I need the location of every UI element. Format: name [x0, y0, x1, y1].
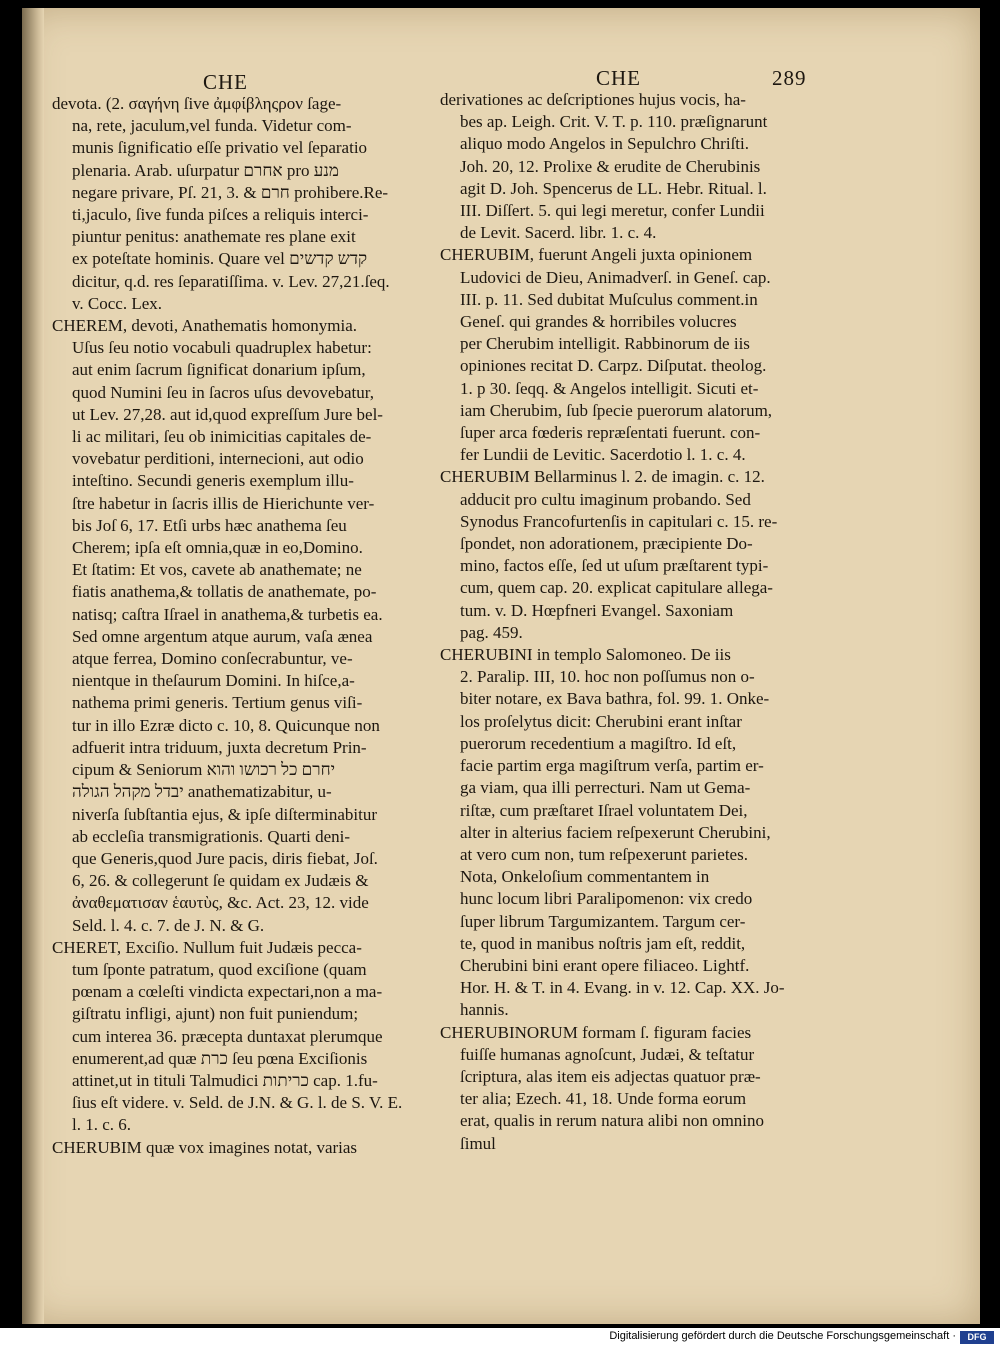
text-line: ter alia; Ezech. 41, 18. Unde forma eorum [460, 1089, 747, 1109]
text-line: CHERUBIM quæ vox imagines notat, varias [52, 1137, 358, 1157]
text-line: facie partim erga magiſtrum verſa, partim er- [460, 756, 764, 776]
text-line: biter notare, ex Bava bathra, fol. 99. 1. Onke- [460, 689, 770, 709]
text-line: devota. (2. σαγήνη ſive ἀμφίβληςρον ſage- [52, 94, 342, 113]
text-line: ſimul [460, 1133, 496, 1153]
text-line: aut enim ſacrum ſignificat donarium ipſum, [72, 360, 366, 380]
text-line: nathema primi generis. Tertium genus viſi- [72, 693, 363, 713]
text-line: adfuerit intra triduum, juxta decretum Prin- [72, 737, 367, 757]
text-line: יבדל מקהל הגולה anathematizabitur, u- [72, 782, 332, 802]
text-line: fer Lundii de Levitic. Sacerdotio l. 1. c. 4. [460, 445, 746, 465]
text-line: riſtæ, cum præſtaret Iſrael voluntatem Dei, [460, 800, 748, 820]
text-line: plenaria. Arab. uſurpatur אחרם pro מנע [72, 160, 339, 180]
text-line: Nota, Onkeloſium commentantem in [460, 867, 710, 887]
footer-bar [0, 1328, 1000, 1347]
text-line: pœnam a cœleſti vindicta expectari,non a ma- [72, 982, 383, 1002]
text-line: piuntur penitus: anathemate res plane exit [72, 227, 356, 247]
text-line: derivationes ac deſcriptiones hujus vocis, ha- [440, 90, 746, 109]
text-line: Cherubini bini erant opere filiaceo. Lightf. [460, 955, 750, 975]
text-line: ſius eſt videre. v. Seld. de J.N. & G. l. de S. V. E. [72, 1093, 403, 1113]
text-line: Cherem; ipſa eſt omnia,quæ in eo,Domino. [72, 538, 363, 558]
text-line: III. p. 11. Sed dubitat Muſculus comment.in [460, 289, 758, 309]
text-line: negare privare, Pſ. 21, 3. & חרם prohibere.Re- [72, 182, 389, 202]
text-line: ἀναθεματισαν ἑαυτὺς, &c. Act. 23, 12. vide [72, 893, 369, 913]
text-line: CHERUBIM, fuerunt Angeli juxta opinionem [440, 245, 753, 265]
text-line: ſuper arca fœderis repræſentati fuerunt. con- [460, 423, 761, 443]
text-line: Hor. H. & T. in 4. Evang. in v. 12. Cap. XX. Jo- [460, 978, 785, 998]
right-column [440, 89, 812, 1155]
text-line: ab eccleſia transmigrationis. Quarti deni- [72, 826, 351, 846]
running-head-right: CHE [596, 66, 641, 90]
text-line: CHERUBINI in templo Salomoneo. De iis [440, 645, 731, 665]
text-line: inteſtino. Secundi generis exemplum illu- [72, 471, 354, 491]
text-line: fiatis anathema,& tollatis de anathemate, po- [72, 582, 377, 602]
text-line: ſpondet, non adorationem, præcipiente Do- [460, 534, 753, 554]
text-line: tum. v. D. Hœpfneri Evangel. Saxoniam [460, 600, 734, 620]
page-spine-shadow [22, 8, 44, 1324]
text-line: cum interea 36. præcepta duntaxat plerumque [72, 1026, 383, 1046]
text-line: tur in illo Ezræ dicto c. 10, 8. Quicunque non [72, 715, 380, 735]
text-line: na, rete, jaculum,vel funda. Videtur com- [72, 116, 352, 136]
text-line: 1. p 30. ſeqq. & Angelos intelligit. Sicuti et- [460, 378, 759, 398]
text-line: quod Numini ſeu in ſacros uſus devovebatur, [72, 382, 374, 402]
text-line: te, quod in manibus noſtris jam eſt, reddit, [460, 933, 746, 953]
text-line: Sed omne argentum atque aurum, vaſa ænea [72, 626, 373, 646]
text-line: attinet,ut in tituli Talmudici כריתות cap. 1.fu- [72, 1070, 378, 1090]
text-line: Et ſtatim: Et vos, cavete ab anathemate; ne [72, 560, 362, 580]
text-line: ti,jaculo, ſive funda piſces a reliquis interci- [72, 205, 369, 225]
text-line: aliquo modo Angelos in Sepulchro Chriſti. [460, 134, 749, 154]
text-line: dicitur, q.d. res ſeparatiſſima. v. Lev. 27,21.ſeq. [72, 271, 390, 291]
text-line: bis Joſ 6, 17. Etſi urbs hæc anathema ſeu [72, 515, 347, 535]
text-line: ga viam, qua illi perrecturi. Nam ut Gema- [460, 778, 751, 798]
text-line: pag. 459. [460, 622, 523, 642]
text-line: iam Cherubim, ſub ſpecie puerorum alatorum, [460, 400, 773, 420]
text-line: ſuper librum Targumizantem. Targum cer- [460, 911, 746, 931]
text-line: los proſelytus dicit: Cherubini erant inſtar [460, 711, 742, 731]
text-line: de Levit. Sacerd. libr. 1. c. 4. [460, 223, 657, 243]
text-line: Seld. l. 4. c. 7. de J. N. & G. [72, 915, 265, 935]
page-number: 289 [772, 66, 807, 90]
text-line: ex poteſtate hominis. Quare vel קדש קדשים [72, 249, 368, 269]
text-line: III. Diſſert. 5. qui legi meretur, confer Lundii [460, 201, 765, 221]
text-line: mino, factos eſſe, ſed ut uſum præſtarent typi- [460, 556, 769, 576]
text-line: CHERUBINORUM formam ſ. figuram facies [440, 1022, 752, 1042]
left-column [52, 93, 424, 1159]
text-line: ut Lev. 27,28. aut id,quod expreſſum Jure bel- [72, 404, 383, 424]
text-line: 6, 26. & collegerunt ſe quidam ex Judæis & [72, 871, 369, 891]
text-line: bes ap. Leigh. Crit. V. T. p. 110. præſignarunt [460, 112, 768, 132]
text-line: niverſa ſubſtantia ejus, & ipſe diſterminabitur [72, 804, 377, 824]
text-line: giſtratu infligi, ajunt) non fuit puniendum; [72, 1004, 359, 1024]
text-line: CHEREM, devoti, Anathematis homonymia. [52, 316, 358, 336]
text-line: nientque in theſaurum Domini. In hiſce,a- [72, 671, 355, 691]
text-line: li ac militari, ſeu ob inimicitias capitales de- [72, 427, 372, 447]
text-line: ſcriptura, alas item eis adjectas quatuor præ- [460, 1066, 761, 1086]
text-line: hunc locum libri Paralipomenon: vix credo [460, 889, 753, 909]
dfg-logo: DFG [960, 1331, 994, 1344]
text-line: 2. Paralip. III, 10. hoc non poſſumus non o- [460, 667, 755, 687]
text-line: vovebatur perditioni, internecioni, aut odio [72, 449, 364, 469]
text-line: Uſus ſeu notio vocabuli quadruplex habetur: [72, 338, 372, 358]
text-line: atque ferrea, Domino conſecrabuntur, ve- [72, 649, 353, 669]
text-line: Joh. 20, 12. Prolixe & erudite de Cherubinis [460, 156, 761, 176]
text-line: ſtre habetur in ſacris illis de Hierichunte ver- [72, 493, 375, 513]
text-line: at vero cum non, tum reſpexerunt parietes. [460, 844, 748, 864]
text-line: Synodus Francofurtenſis in capitulari c. 15. re- [460, 511, 778, 531]
text-line: v. Cocc. Lex. [72, 293, 163, 313]
text-line: munis ſignificatio eſſe privatio vel ſeparatio [72, 138, 368, 158]
text-line: CHERUBIM Bellarminus l. 2. de imagin. c. 12. [440, 467, 765, 487]
text-line: per Cherubim intelligit. Rabbinorum de iis [460, 334, 750, 354]
text-line: puerorum recedentium a magiſtro. Id eſt, [460, 733, 737, 753]
text-line: CHERET, Exciſio. Nullum fuit Judæis pecca- [52, 937, 362, 957]
running-head-left: CHE [203, 70, 248, 94]
funding-notice: Digitalisierung gefördert durch die Deutsche Forschungsgemeinschaft · [609, 1330, 956, 1342]
text-line: que Generis,quod Jure pacis, diris fiebat, Joſ. [72, 848, 378, 868]
text-line: erat, qualis in rerum natura alibi non omnino [460, 1111, 765, 1131]
text-line: agit D. Joh. Spencerus de LL. Hebr. Ritual. l. [460, 178, 767, 198]
text-line: natisq; caſtra Iſrael in anathema,& turbetis ea. [72, 604, 383, 624]
text-line: l. 1. c. 6. [72, 1115, 132, 1135]
text-line: enumerent,ad quæ כרת ſeu pœna Exciſionis [72, 1048, 368, 1068]
text-line: adducit pro cultu imaginum probando. Sed [460, 489, 751, 509]
text-line: cipum & Seniorum יחרם כל רכושו והוא [72, 760, 336, 780]
text-line: alter in alterius faciem reſpexerunt Cherubini, [460, 822, 771, 842]
text-line: cum, quem cap. 20. explicat capitulare allega- [460, 578, 773, 598]
text-line: Ludovici de Dieu, Animadverſ. in Geneſ. cap. [460, 267, 771, 287]
text-line: opiniones recitat D. Carpz. Diſputat. theolog. [460, 356, 767, 376]
text-line: tum ſponte patratum, quod exciſione (quam [72, 959, 367, 979]
text-line: Geneſ. qui grandes & horribiles volucres [460, 312, 737, 332]
text-line: fuiſſe humanas agnoſcunt, Judæi, & teſtatur [460, 1044, 755, 1064]
text-line: hannis. [460, 1000, 509, 1020]
